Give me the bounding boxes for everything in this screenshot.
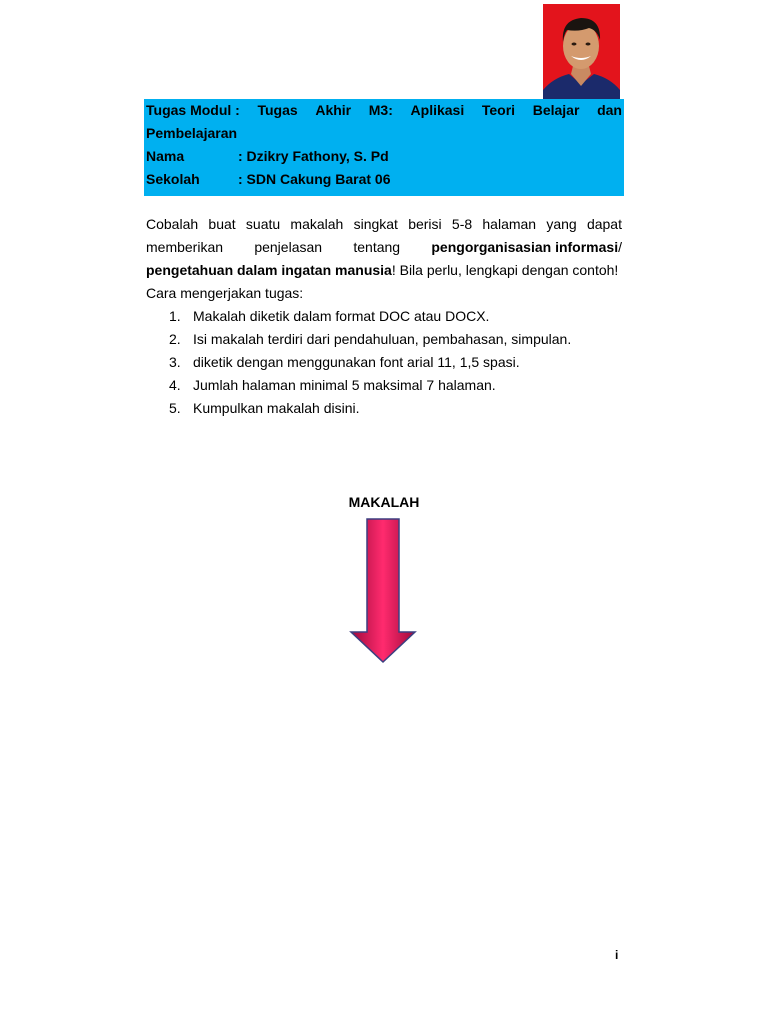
assignment-header xyxy=(144,99,624,196)
paragraph-line-4: Cara mengerjakan tugas: xyxy=(146,285,304,301)
word: halaman xyxy=(482,216,537,232)
paragraph-line-1 xyxy=(146,213,622,236)
name-value: : Dzikry Fathony, S. Pd xyxy=(238,148,389,164)
makalah-title: MAKALAH xyxy=(348,494,420,510)
list-text: Makalah diketik dalam format DOC atau DOCX. xyxy=(193,308,490,324)
word: buat xyxy=(208,216,236,232)
list-text: Jumlah halaman minimal 5 maksimal 7 halaman. xyxy=(193,377,496,393)
header-line-1 xyxy=(146,99,622,122)
name-label: Nama xyxy=(146,148,185,164)
word: dapat xyxy=(586,216,622,232)
page-number: i xyxy=(615,948,619,962)
header-line-2: Pembelajaran xyxy=(146,125,238,141)
word: tentang xyxy=(353,239,401,255)
header-word: Aplikasi xyxy=(410,102,465,118)
profile-photo xyxy=(543,4,620,103)
arrow-down-icon xyxy=(349,518,417,664)
school-value: : SDN Cakung Barat 06 xyxy=(238,171,391,187)
header-word: dan xyxy=(597,102,622,118)
word: yang xyxy=(546,216,577,232)
instructions xyxy=(146,213,622,420)
list-text: diketik dengan menggunakan font arial 11, 1,5 spasi. xyxy=(193,354,520,370)
word: singkat xyxy=(353,216,398,232)
paragraph-line-3 xyxy=(146,259,622,282)
list-item xyxy=(146,328,622,351)
header-word: Belajar xyxy=(532,102,580,118)
list-number: 4. xyxy=(169,377,181,393)
school-label: Sekolah xyxy=(146,171,200,187)
word: 5-8 xyxy=(451,216,473,232)
header-word: Tugas xyxy=(257,102,298,118)
header-word: Tugas Modul : xyxy=(146,102,240,118)
word: makalah xyxy=(290,216,344,232)
list-item xyxy=(146,305,622,328)
header-word: Akhir xyxy=(315,102,352,118)
word: penjelasan xyxy=(254,239,323,255)
name-row xyxy=(146,145,622,168)
word: Cobalah xyxy=(146,216,199,232)
paragraph-line-2 xyxy=(146,236,622,259)
list-number: 5. xyxy=(169,400,181,416)
text: ! Bila perlu, lengkapi dengan contoh! xyxy=(391,262,619,278)
list-item xyxy=(146,397,622,420)
word: berisi xyxy=(408,216,442,232)
list-number: 3. xyxy=(169,354,181,370)
bold-text: pengorganisasian informasi xyxy=(431,239,619,255)
header-word: Teori xyxy=(481,102,516,118)
steps-list xyxy=(146,305,622,420)
list-text: Isi makalah terdiri dari pendahuluan, pembahasan, simpulan. xyxy=(193,331,572,347)
list-text: Kumpulkan makalah disini. xyxy=(193,400,360,416)
header-word: M3: xyxy=(368,102,393,118)
person-portrait-icon xyxy=(543,4,620,103)
list-item xyxy=(146,351,622,374)
list-number: 2. xyxy=(169,331,181,347)
school-row xyxy=(146,168,622,191)
word: suatu xyxy=(245,216,281,232)
slash: / xyxy=(618,239,622,255)
word: memberikan xyxy=(146,239,224,255)
bold-phrase xyxy=(431,236,622,259)
list-number: 1. xyxy=(169,308,181,324)
bold-text: pengetahuan dalam ingatan manusia xyxy=(146,262,392,278)
list-item xyxy=(146,374,622,397)
